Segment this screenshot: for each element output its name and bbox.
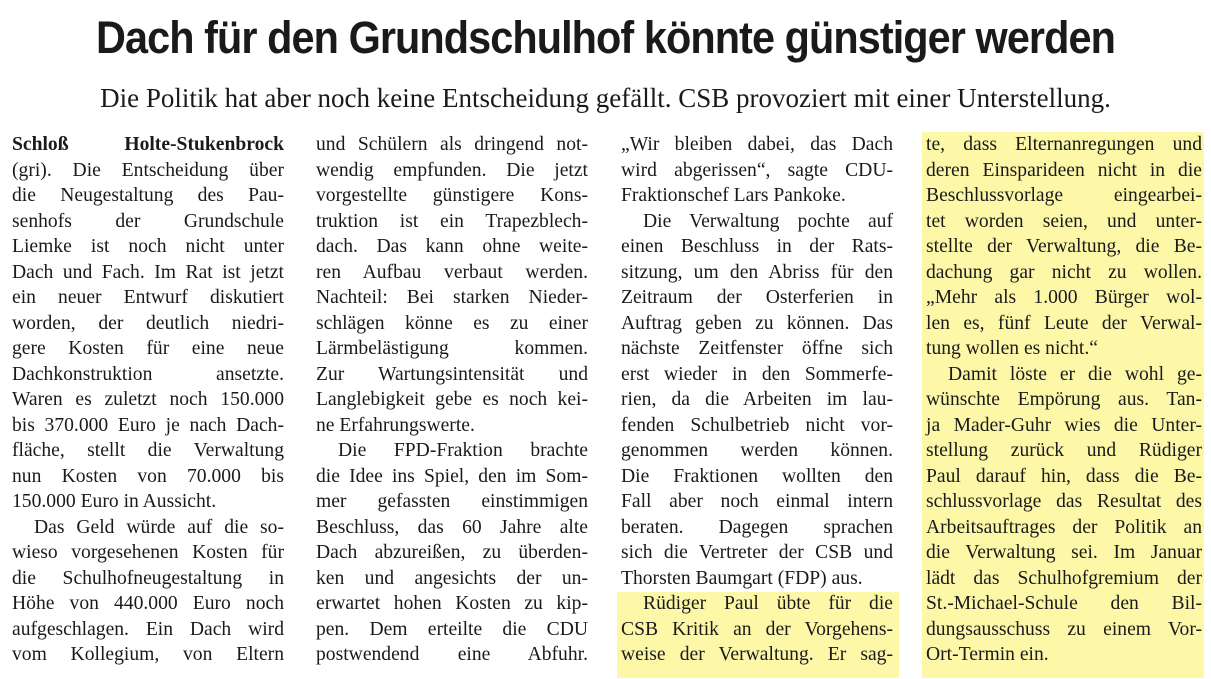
column-1: [12, 132, 284, 668]
text-line: bis 370.000 Euro je nach Dach-: [12, 414, 284, 436]
text-line: vorgestellte günstigere Kons-: [316, 185, 588, 206]
text-line: Thorsten Baumgart (FDP) aus.: [621, 567, 863, 589]
text-line: gere Kosten für eine neue: [12, 338, 284, 359]
headline: Dach für den Grundschulhof könnte günstiger werden: [96, 12, 1115, 63]
text-line: dachung gar nicht zu wollen.: [926, 261, 1202, 283]
column-2: [316, 132, 588, 668]
text-line: Rüdiger Paul übte für die: [643, 593, 893, 614]
text-line: schlägen könne es zu einer: [316, 312, 588, 334]
text-line: Dach und Fach. Im Rat ist jetzt: [12, 261, 284, 283]
text-line: Langlebigkeit gebe es noch kei-: [316, 389, 588, 410]
text-line: len es, fünf Leute der Verwal-: [926, 312, 1202, 334]
text-line: te, dass Elternanregungen und: [926, 134, 1202, 155]
text-line: wendig empfunden. Die jetzt: [316, 159, 588, 181]
text-line: wieso vorgesehenen Kosten für: [12, 542, 284, 563]
text-line: Auftrag geben zu können. Das: [621, 312, 893, 334]
text-line: rien, da die Arbeiten im lau-: [621, 389, 893, 410]
subheadline: Die Politik hat aber noch keine Entscheidung gefällt. CSB provoziert mit einer Unterstellung.: [100, 83, 1111, 113]
text-line: lädt das Schulhofgremium der: [926, 567, 1202, 589]
text-line: tung wollen es nicht.“: [926, 338, 1098, 359]
text-line: ja Mader-Guhr wies die Unter-: [926, 414, 1202, 436]
text-line: Ort-Termin ein.: [926, 644, 1049, 665]
text-line: deren Einsparideen nicht in die: [926, 159, 1202, 181]
text-line: Das Geld würde auf die so-: [34, 516, 284, 538]
text-line: aufgeschlagen. Ein Dach wird: [12, 618, 284, 640]
text-line: Nachteil: Bei starken Nieder-: [316, 287, 588, 308]
text-line: wünschte Empörung aus. Tan-: [926, 389, 1202, 410]
text-line: sich die Vertreter der CSB und: [621, 542, 893, 563]
text-line: die Schulhofneugestaltung in: [12, 567, 284, 589]
text-line: Die Fraktionen wollten den: [621, 465, 893, 487]
text-line: Arbeitsauftrages der Politik an: [926, 516, 1202, 538]
text-line: postwendend eine Abfuhr.: [316, 644, 588, 665]
text-line: erwartet hohen Kosten zu kip-: [316, 593, 588, 614]
text-line: ren Aufbau verbaut werden.: [316, 261, 588, 283]
text-line: pen. Dem erteilte die CDU: [316, 618, 588, 640]
text-line: (gri). Die Entscheidung über: [12, 159, 284, 181]
text-line: Die Verwaltung pochte auf: [643, 210, 893, 232]
text-line: truktion ist ein Trapezblech-: [316, 210, 588, 232]
text-line: senhofs der Grundschule: [12, 210, 284, 232]
text-line: St.-Michael-Schule den Bil-: [926, 593, 1202, 614]
text-line: 150.000 Euro in Aussicht.: [12, 491, 217, 512]
text-line: Lärmbelästigung kommen.: [316, 338, 588, 359]
text-line: „Wir bleiben dabei, das Dach: [621, 134, 893, 155]
text-line: genommen werden können.: [621, 440, 893, 461]
text-line: wird abgerissen“, sagte CDU-: [621, 159, 893, 181]
text-line: beraten. Dagegen sprachen: [621, 516, 893, 538]
text-line: fläche, stellt die Verwaltung: [12, 440, 284, 461]
text-line: sitzung, um den Abriss für den: [621, 261, 893, 283]
text-line: Liemke ist noch nicht unter: [12, 236, 284, 257]
text-line: Zeitraum der Osterferien in: [621, 287, 893, 308]
text-line: mer gefassten einstimmigen: [316, 491, 588, 512]
text-line: CSB Kritik an der Vorgehens-: [621, 618, 893, 640]
text-line: erst wieder in den Sommerfe-: [621, 363, 893, 385]
text-line: worden, der deutlich niedri-: [12, 312, 284, 334]
column-3: [621, 132, 893, 668]
text-line: Waren es zuletzt noch 150.000: [12, 389, 284, 410]
text-line: weise der Verwaltung. Er sag-: [621, 644, 893, 665]
column-4: [926, 132, 1202, 668]
text-line: tet worden seien, und unter-: [926, 210, 1202, 232]
text-line: nächste Zeitfenster öffne sich: [621, 338, 893, 359]
text-line: schlussvorlage das Resultat des: [926, 491, 1202, 512]
text-line: dungsausschuss zu einem Vor-: [926, 618, 1202, 640]
text-line: ken und angesichts der un-: [316, 567, 588, 589]
text-line: ein neuer Entwurf diskutiert: [12, 287, 284, 308]
text-line: Höhe von 440.000 Euro noch: [12, 593, 284, 614]
text-line: Dachkonstruktion ansetzte.: [12, 363, 284, 385]
text-line: Paul darauf hin, dass die Be-: [926, 465, 1202, 487]
text-line: einen Beschluss in der Rats-: [621, 236, 893, 257]
text-line: Die FPD-Fraktion brachte: [338, 440, 588, 461]
text-line: die Verwaltung sei. Im Januar: [926, 542, 1202, 563]
text-line: Zur Wartungsintensität und: [316, 363, 588, 385]
text-line: die Neugestaltung des Pau-: [12, 185, 284, 206]
text-line: und Schülern als dringend not-: [316, 134, 588, 155]
text-line: ne Erfahrungswerte.: [316, 414, 475, 436]
text-line: Dach abzureißen, zu überden-: [316, 542, 588, 563]
text-line: Damit löste er die wohl ge-: [948, 363, 1202, 385]
text-line: nun Kosten von 70.000 bis: [12, 465, 284, 487]
text-line: stellung zurück und Rüdiger: [926, 440, 1202, 461]
text-line: Fall aber noch einmal intern: [621, 491, 893, 512]
dateline: Schloß Holte-Stukenbrock: [12, 134, 284, 155]
text-line: Beschlussvorlage eingearbei-: [926, 185, 1202, 206]
text-line: [12, 132, 284, 158]
text-line: fenden Schulbetrieb nicht vor-: [621, 414, 893, 436]
text-line: Fraktionschef Lars Pankoke.: [621, 185, 846, 206]
text-line: stellte der Verwaltung, die Be-: [926, 236, 1202, 257]
text-line: dach. Das kann ohne weite-: [316, 236, 588, 257]
text-line: vom Kollegium, von Eltern: [12, 644, 284, 665]
text-line: die Idee ins Spiel, den im Som-: [316, 465, 588, 487]
text-line: Beschluss, das 60 Jahre alte: [316, 516, 588, 538]
text-line: „Mehr als 1.000 Bürger wol-: [926, 287, 1202, 308]
